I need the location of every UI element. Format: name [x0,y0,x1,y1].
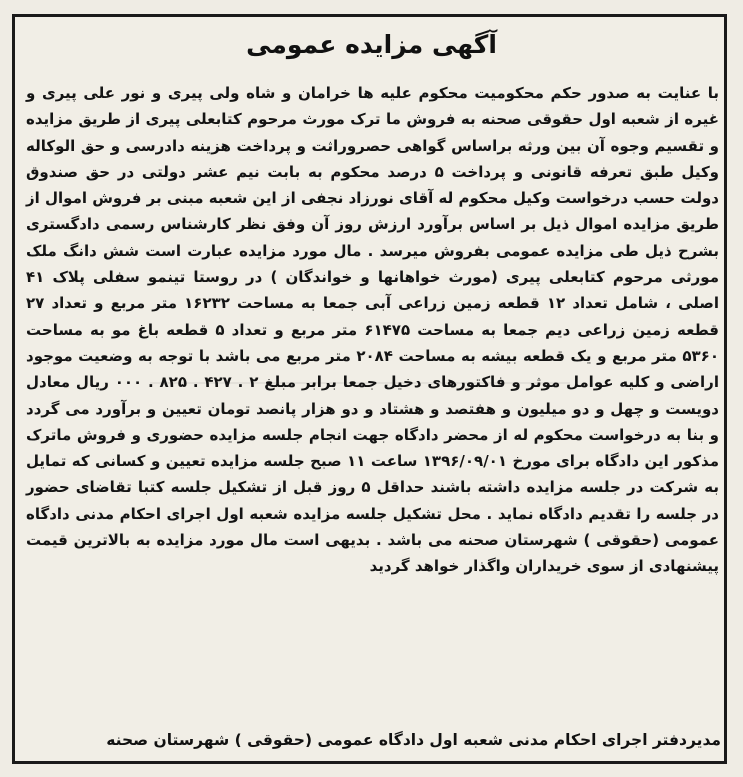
notice-signature: مدیردفتر اجرای احکام مدنی شعبه اول دادگاه عمومی (حقوقی ) شهرستان صحنه [106,731,721,749]
notice-body: با عنایت به صدور حکم محکومیت محکوم علیه ها خرامان و شاه ولی پیری و نور علی پیری و غیره از شعبه اول حقوقی صحنه به فروش ما ترک مورث مرحوم کتابعلی پیری از طریق مزایده و تقسیم وجوه آن بین ورثه براساس گواهی حصروراثت و پرداخت هزینه دادرسی و حق الوکاله وکیل طبق تعرفه قانونی و پرداخت ۵ درصد محکوم به بابت نیم عشر دولتی در حق صندوق دولت حسب درخواست وکیل محکوم له آقای نورزاد نجفی از این شعبه مبنی بر فروش اموال از طریق مزایده اموال ذیل بر اساس برآورد ارزش روز آن وفق نظر کارشناس رسمی دادگستری بشرح ذیل طی مزایده عمومی بفروش میرسد . مال مورد مزایده عبارت است شش دانگ ملک مورثی مرحوم کتابعلی پیری (مورث خواهانها و خواندگان ) در روستا تینمو سفلی پلاک ۴۱ اصلی ، شامل تعداد ۱۲ قطعه زمین زراعی آبی جمعا به مساحت ۱۶۲۳۲ متر مربع و تعداد ۲۷ قطعه زمین زراعی دیم جمعا به مساحت ۶۱۴۷۵ متر مربع و تعداد ۵ قطعه باغ مو به مساحت ۵۳۶۰ متر مربع و یک قطعه بیشه به مساحت ۲۰۸۴ متر مربع می باشد با توجه به وضعیت موجود اراضی و کلیه عوامل موثر و فاکتورهای دخیل جمعا برابر مبلغ ۲ . ۴۲۷ . ۸۲۵ . ۰۰۰ ریال معادل دویست و چهل و دو میلیون و هفتصد و هشتاد و دو هزار پانصد تومان تعیین و برآورد می گردد و بنا به درخواست محکوم له از محضر دادگاه جهت انجام جلسه مزایده حضوری و فروش ماترک مذکور این دادگاه برای مورخ ۱۳۹۶/۰۹/۰۱ ساعت ۱۱ صبح جلسه مزایده تعیین و کسانی که تمایل به شرکت در جلسه مزایده داشته باشند حداقل ۵ روز قبل از تشکیل جلسه کتبا تقاضای حضور در جلسه را تقدیم دادگاه نماید . محل تشکیل جلسه مزایده شعبه اول اجرای احکام مدنی دادگاه عمومی (حقوقی ) شهرستان صحنه می باشد . بدیهی است مال مورد مزایده به بالاترین قیمت پیشنهادی از سوی خریداران واگذار خواهد گردید [26,84,720,576]
notice-title: آگهی مزایده عمومی [246,30,497,59]
